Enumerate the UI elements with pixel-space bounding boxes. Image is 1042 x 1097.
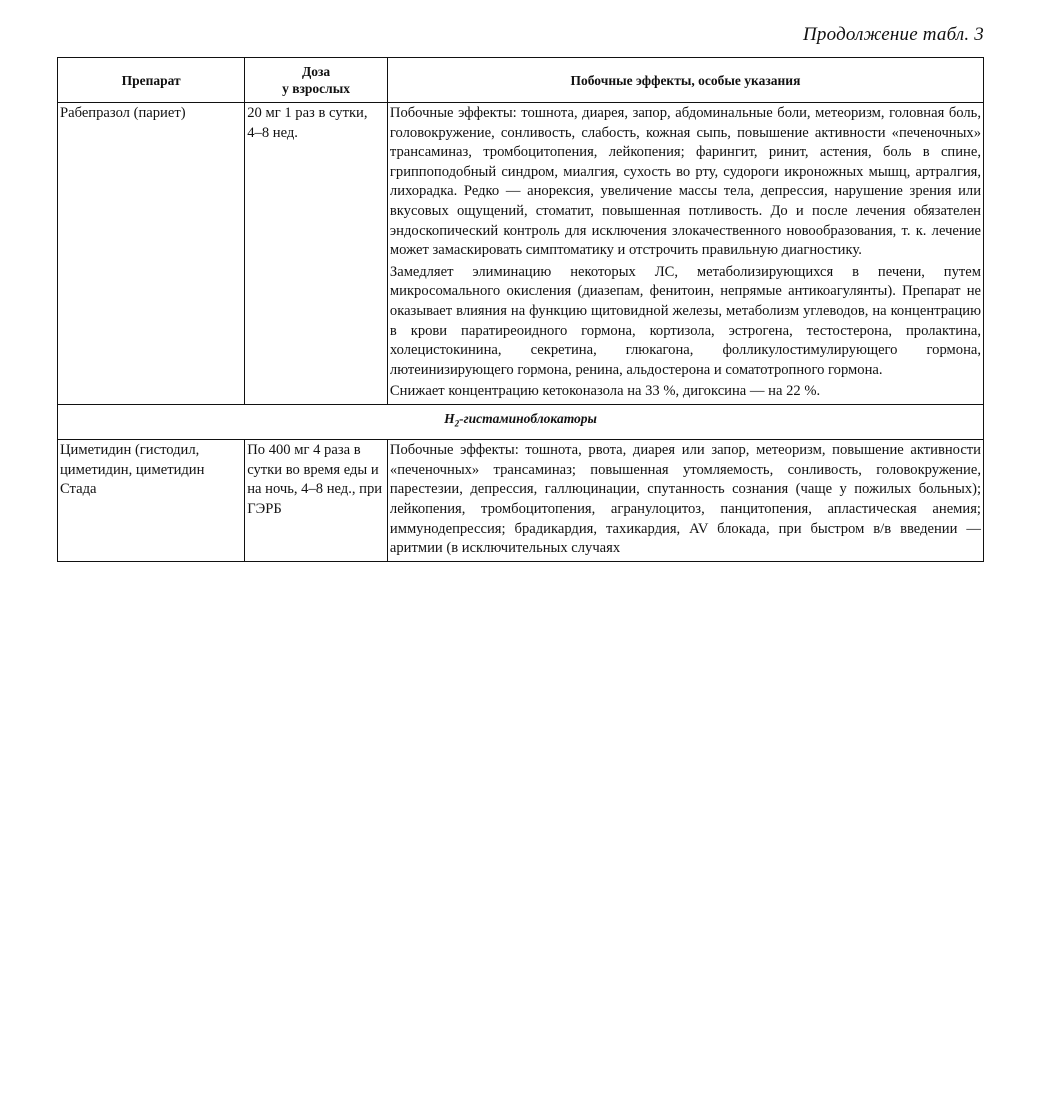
effects-paragraph: Замедляет элиминацию некоторых ЛС, метаболизирующихся в печени, путем микросомального окисления (диазепам, фенитоин, непрямые антикоагулянты). Препарат не оказывает влияния на функцию щитовидной железы, метаболизм углеводов, на концентрацию в крови паратиреоидного гормона, кортизола, эстрогена, тестостерона, пролактина, холецистокинина, секретина, глюкагона, фолликулостимулирующего гормона, лютеинизирующего гормона, ренина, альдостерона и соматотропного гормона.	[389, 263, 981, 378]
table-header-row	[58, 58, 984, 103]
table-row	[58, 103, 984, 405]
group-title-subscript: 2	[454, 418, 460, 429]
header-dose-line1: Доза	[301, 64, 331, 79]
dose-cell: 20 мг 1 раз в сутки, 4–8 нед.	[245, 103, 388, 405]
header-dose-line2: у взрослых	[282, 81, 351, 96]
header-dose	[245, 58, 388, 103]
header-drug: Препарат	[58, 58, 245, 103]
group-title-prefix: H	[444, 410, 455, 426]
dose-cell: По 400 мг 4 раза в сутки во время еды и на ночь, 4–8 нед., при ГЭРБ	[245, 440, 388, 562]
drug-table	[57, 57, 984, 562]
table-caption: Продолжение табл. 3	[803, 24, 984, 45]
table-row	[58, 440, 984, 562]
effects-cell	[387, 103, 983, 405]
effects-paragraph: Снижает концентрацию кетоконазола на 33 %, дигоксина — на 22 %.	[389, 383, 821, 400]
group-header-row	[58, 404, 984, 439]
effects-cell	[387, 440, 983, 562]
drug-name-cell: Рабепразол (париет)	[58, 103, 245, 405]
group-title	[58, 404, 984, 439]
group-title-suffix: -гистаминоблокаторы	[459, 410, 597, 426]
drug-name-cell: Циметидин (гистодил, циметидин, циметидин Стада	[58, 440, 245, 562]
effects-paragraph: Побочные эффекты: тошнота, диарея, запор, абдоминальные боли, метеоризм, головная боль, головокружение, сонливость, слабость, кожная сыпь, повышение активности «печеночных» трансаминаз, тромбоцитопения, лейкопения; фарингит, ринит, астения, боль в спине, гриппоподобный синдром, миалгия, сухость во рту, судороги икроножных мышц, артралгия, лихорадка. Редко — анорексия, увеличение массы тела, депрессия, нарушение зрения или вкусовых ощущений, стоматит, повышенная потливость. До и после лечения обязателен эндоскопический контроль для исключения злокачественного новообразования, т. к. лечение может замаскировать симптоматику и отстрочить правильную диагностику.	[389, 105, 981, 259]
effects-paragraph: Побочные эффекты: тошнота, рвота, диарея или запор, метеоризм, повышение активности «печеночных» трансаминаз; повышенная утомляемость, сонливость, головокружение, парестезии, депрессия, галлюцинации, спутанность сознания (чаще у пожилых больных); лейкопения, тромбоцитопения, агранулоцитоз, панцитопения, апластическая анемия; иммунодепрессия; брадикардия, тахикардия, AV блокада, при быстром в/в введении — аритмии (в исключительных случаях	[389, 442, 981, 557]
header-effects: Побочные эффекты, особые указания	[387, 58, 983, 103]
